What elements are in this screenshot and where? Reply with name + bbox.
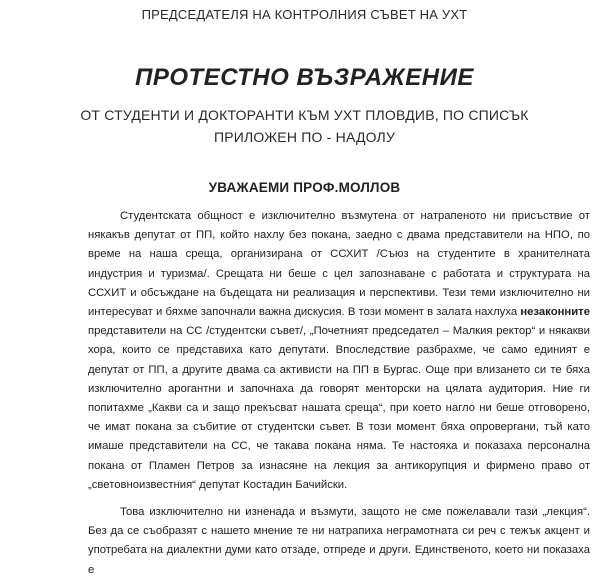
paragraph-1-text-a: Студентската общност е изключително възмутена от натрапеното ни присъствие от някакъв депутат от ПП, който нахлу без покана, заедно с двама представители на НПО, по време на наша среща, организирана от ССХИТ /Съюз на студентите в хранителната индустрия и туризма/. Срещата ни беше с цел запознаване с работата и структурата на ССХИТ и обсъждане на бъдещата ни реализация и перспективи. Тези теми изключително ни интересуват и бяхме започнали важна дискусия. В този момент в залата нахлуха [88, 210, 590, 319]
salutation: УВАЖАЕМИ ПРОФ.МОЛЛОВ [208, 180, 401, 195]
letter-body [88, 207, 590, 580]
addressee-line: ПРЕДСЕДАТЕЛЯ НА КОНТРОЛНИЯ СЪВЕТ НА УХТ [141, 7, 468, 22]
paragraph-1-text-b: представители на СС /студентски съвет/, „Почетният председател – Малкия ректор“ и някакви хора, които се представиха като депутати. Впоследствие разбрахме, че само единият е депутат от ПП, а другите двама са активисти на ПП в Бургас. Още при влизането си те бяха изключително арогантни и започнаха да говорят менторски на цялата аудитория. Ние ги попитахме „Какви са и защо прекъсват нашата среща“, при което нагло ни беше отговорено, че имат покана за събитие от студентски съвет. В този момент бяха опровергани, тъй като имаше представители на СС, че такава покана няма. Те настояха и показаха персонална покана от Пламен Петров за изнасяне на лекция за антикорупция и фирмено право от „световноизвестния“ депутат Костадин Бачийски. [88, 325, 590, 491]
paragraph-2: Това изключително ни изненада и възмути, защото не сме пожелавали тази „лекция“. Без да се съобразят с нашето мнение те ни натрапиха неграмотната си реч с тежък акцент и употребата на диалектни думи като отзаде, отпреде и други. Единственото, което ни показаха е [88, 506, 590, 576]
paragraph-1 [88, 207, 590, 495]
document-subtitle: ОТ СТУДЕНТИ И ДОКТОРАНТИ КЪМ УХТ ПЛОВДИВ, ПО СПИСЪК ПРИЛОЖЕН ПО - НАДОЛУ [80, 107, 529, 145]
document-title: ПРОТЕСТНО ВЪЗРАЖЕНИЕ [135, 64, 474, 91]
bold-word-unlawful: незаконните [520, 306, 590, 319]
